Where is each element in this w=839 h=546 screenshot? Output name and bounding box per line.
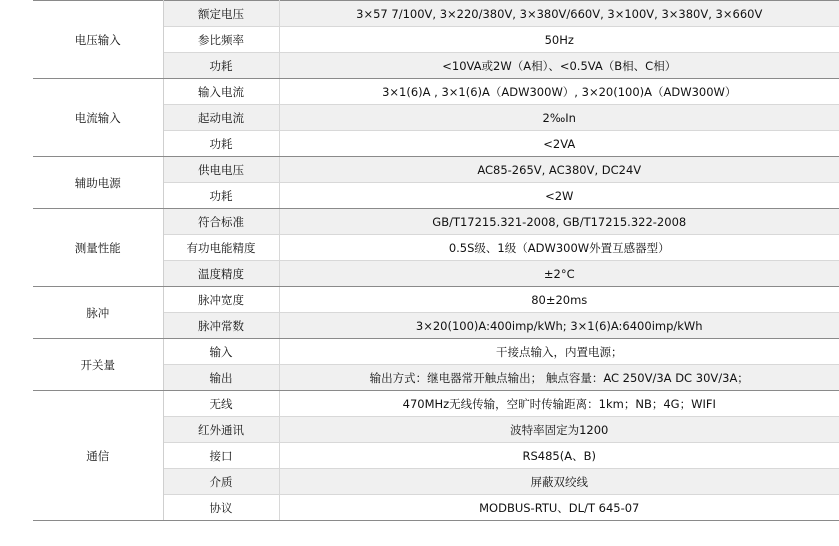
parameter-cell: 输入电流: [163, 79, 279, 105]
parameter-cell: 功耗: [163, 131, 279, 157]
parameter-cell: 符合标准: [163, 209, 279, 235]
value-cell: 3×20(100)A:400imp/kWh; 3×1(6)A:6400imp/kWh: [279, 313, 839, 339]
value-cell: 屏蔽双绞线: [279, 469, 839, 495]
parameter-cell: 输出: [163, 365, 279, 391]
value-cell: <2W: [279, 183, 839, 209]
parameter-cell: 额定电压: [163, 1, 279, 27]
value-cell: <10VA或2W（A相）、<0.5VA（B相、C相）: [279, 53, 839, 79]
value-cell: AC85-265V, AC380V, DC24V: [279, 157, 839, 183]
value-cell: 干接点输入，内置电源；: [279, 339, 839, 365]
spec-row: [33, 157, 839, 183]
spec-table-container: [33, 0, 839, 546]
spec-row: [33, 287, 839, 313]
parameter-cell: 介质: [163, 469, 279, 495]
category-cell: 电流输入: [33, 79, 163, 157]
parameter-cell: 接口: [163, 443, 279, 469]
category-cell: 开关量: [33, 339, 163, 391]
category-cell: 脉冲: [33, 287, 163, 339]
value-cell: 80±20ms: [279, 287, 839, 313]
spec-row: [33, 1, 839, 27]
parameter-cell: 功耗: [163, 183, 279, 209]
value-cell: <2VA: [279, 131, 839, 157]
value-cell: 输出方式：继电器常开触点输出； 触点容量：AC 250V/3A DC 30V/3A；: [279, 365, 839, 391]
parameter-cell: 参比频率: [163, 27, 279, 53]
parameter-cell: 温度精度: [163, 261, 279, 287]
value-cell: 50Hz: [279, 27, 839, 53]
value-cell: 波特率固定为1200: [279, 417, 839, 443]
value-cell: RS485(A、B): [279, 443, 839, 469]
parameter-cell: 协议: [163, 495, 279, 521]
value-cell: ±2°C: [279, 261, 839, 287]
parameter-cell: 供电电压: [163, 157, 279, 183]
value-cell: GB/T17215.321-2008, GB/T17215.322-2008: [279, 209, 839, 235]
parameter-cell: 有功电能精度: [163, 235, 279, 261]
value-cell: 2‰In: [279, 105, 839, 131]
spec-row: [33, 391, 839, 417]
value-cell: 0.5S级、1级（ADW300W外置互感器型）: [279, 235, 839, 261]
parameter-cell: 红外通讯: [163, 417, 279, 443]
parameter-cell: 脉冲宽度: [163, 287, 279, 313]
spec-row: [33, 79, 839, 105]
parameter-cell: 起动电流: [163, 105, 279, 131]
spec-table-body: [33, 1, 839, 521]
value-cell: MODBUS-RTU、DL/T 645-07: [279, 495, 839, 521]
spec-row: [33, 339, 839, 365]
category-cell: 电压输入: [33, 1, 163, 79]
value-cell: 470MHz无线传输，空旷时传输距离：1km；NB；4G；WIFI: [279, 391, 839, 417]
category-cell: 通信: [33, 391, 163, 521]
category-cell: 测量性能: [33, 209, 163, 287]
parameter-cell: 脉冲常数: [163, 313, 279, 339]
category-cell: 辅助电源: [33, 157, 163, 209]
parameter-cell: 输入: [163, 339, 279, 365]
spec-row: [33, 209, 839, 235]
parameter-cell: 无线: [163, 391, 279, 417]
value-cell: 3×1(6)A , 3×1(6)A（ADW300W）, 3×20(100)A（ADW300W）: [279, 79, 839, 105]
parameter-cell: 功耗: [163, 53, 279, 79]
value-cell: 3×57 7/100V, 3×220/380V, 3×380V/660V, 3×100V, 3×380V, 3×660V: [279, 1, 839, 27]
spec-table: [33, 0, 839, 521]
